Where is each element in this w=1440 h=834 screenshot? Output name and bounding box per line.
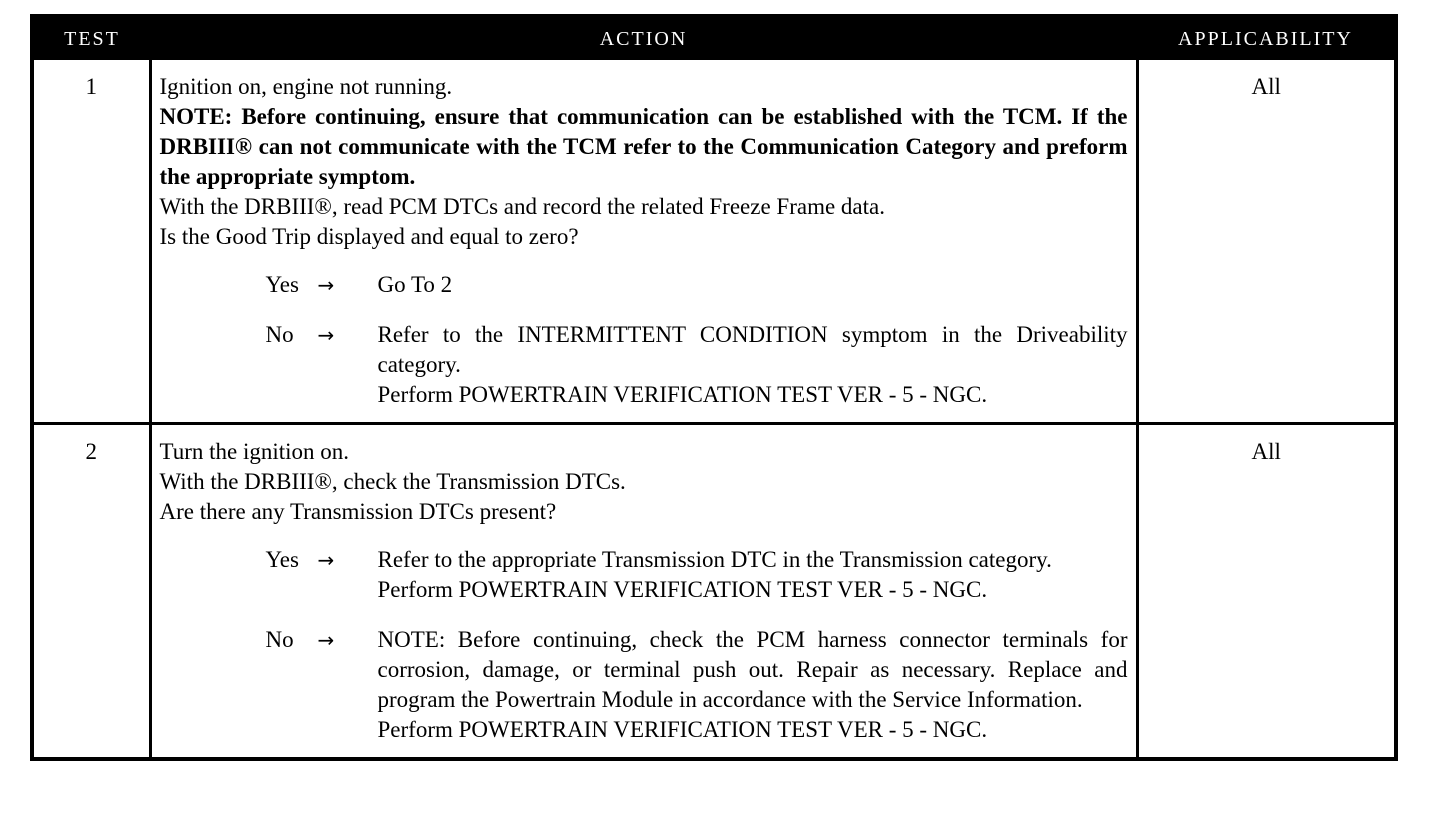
answer-label: Yes — [265, 547, 299, 572]
arrow-right-icon: → — [317, 273, 335, 297]
action-instruction: Turn the ignition on. — [159, 439, 350, 464]
header-action: ACTION — [150, 16, 1137, 60]
answer-yes — [160, 270, 1128, 300]
action-instruction: With the DRBIII®, check the Transmission DTCs. — [159, 469, 626, 494]
action-cell — [150, 424, 1137, 760]
action-question: Are there any Transmission DTCs present? — [159, 499, 557, 524]
answer-list — [160, 545, 1128, 745]
header-applicability: APPLICABILITY — [1137, 16, 1396, 60]
test-number: 2 — [32, 424, 150, 760]
answer-no — [160, 320, 1128, 410]
answer-perform: Perform POWERTRAIN VERIFICATION TEST VER - 5 - NGC. — [377, 577, 988, 602]
action-question: Is the Good Trip displayed and equal to zero? — [159, 224, 579, 249]
answer-perform: Perform POWERTRAIN VERIFICATION TEST VER - 5 - NGC. — [377, 717, 988, 742]
test-number: 1 — [32, 60, 150, 424]
answer-instruction: Refer to the INTERMITTENT CONDITION symptom in the Driveability category. — [377, 322, 1128, 377]
action-note: NOTE: Before continuing, ensure that communication can be established with the TCM. If the DRBIII® can not communicate with the TCM refer to the Communication Category and preform the appropriate symptom. — [159, 104, 1128, 189]
answer-text — [378, 320, 1128, 410]
answer-text — [378, 625, 1128, 745]
applicability-value: All — [1137, 424, 1396, 760]
test-row-1 — [32, 60, 1396, 424]
answer-label: Yes — [265, 272, 299, 297]
answer-label: No — [265, 322, 294, 347]
answer-yes — [160, 545, 1128, 605]
answer-list — [160, 270, 1128, 410]
action-instruction: With the DRBIII®, read PCM DTCs and record the related Freeze Frame data. — [159, 194, 885, 219]
arrow-right-icon: → — [317, 323, 335, 347]
table-header-row — [32, 16, 1396, 60]
action-instruction: Ignition on, engine not running. — [159, 74, 453, 99]
answer-no — [160, 625, 1128, 745]
answer-instruction: NOTE: Before continuing, check the PCM harness connector terminals for corrosion, damage, or terminal push out. Repair as necessary. Replace and program the Powertrain Module in accordance with the Service Information. — [377, 627, 1128, 712]
diagnostic-test-table — [30, 14, 1398, 761]
header-test: TEST — [32, 16, 150, 60]
answer-text — [378, 270, 1128, 300]
answer-instruction: Refer to the appropriate Transmission DTC in the Transmission category. — [377, 547, 1052, 572]
test-row-2 — [32, 424, 1396, 760]
arrow-right-icon: → — [317, 548, 335, 572]
answer-label: No — [265, 627, 294, 652]
answer-perform: Perform POWERTRAIN VERIFICATION TEST VER - 5 - NGC. — [377, 382, 988, 407]
answer-text — [378, 545, 1128, 605]
action-cell — [150, 60, 1137, 424]
answer-instruction: Go To 2 — [377, 272, 453, 297]
applicability-value: All — [1137, 60, 1396, 424]
arrow-right-icon: → — [317, 628, 335, 652]
